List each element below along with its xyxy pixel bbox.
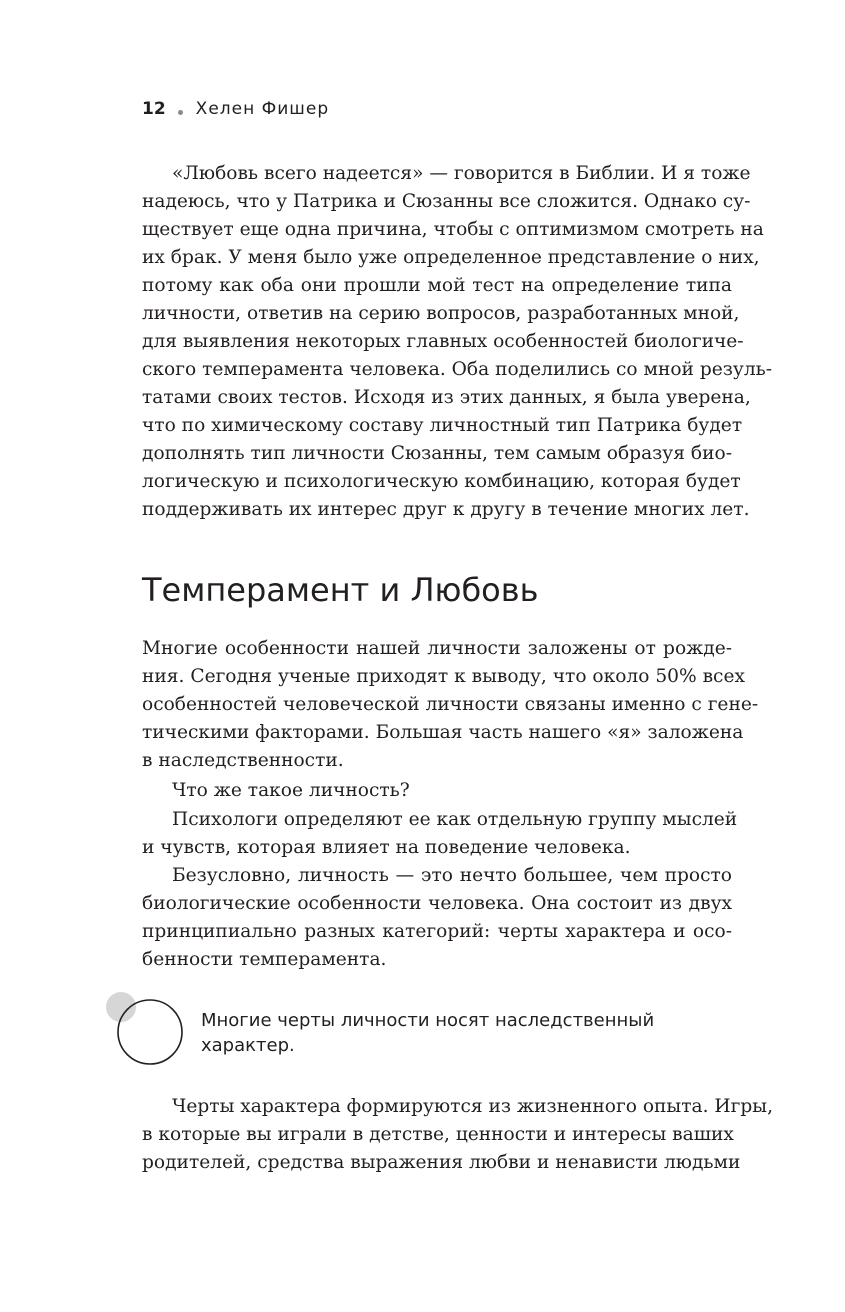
text-line: ния. Сегодня ученые приходят к выводу, что около 50% всех xyxy=(142,666,745,687)
text-line: личности, ответив на серию вопросов, разработанных мной, xyxy=(142,303,740,324)
text-line: Безусловно, личность — это нечто большее, чем просто xyxy=(172,865,732,886)
text-line: «Любовь всего надеется» — говорится в Библии. И я тоже xyxy=(172,163,751,184)
text-line: бенности темперамента. xyxy=(142,949,387,970)
paragraph-categories xyxy=(142,862,732,974)
text-line: что по химическому составу личностный тип Патрика будет xyxy=(142,415,743,436)
text-line: потому как оба они прошли мой тест на определение типа xyxy=(142,275,732,296)
text-line: особенностей человеческой личности связаны именно с гене- xyxy=(142,694,759,715)
author-name: Хелен Фишер xyxy=(195,99,330,119)
circle-icon xyxy=(103,990,189,1070)
text-line: и чувств, которая влияет на поведение человека. xyxy=(142,837,631,858)
text-line: Что же такое личность? xyxy=(172,780,410,801)
callout-line: Многие черты личности носят наследственный xyxy=(201,1010,655,1031)
text-line: в наследственности. xyxy=(142,750,344,771)
text-line: принципиально разных категорий: черты характера и осо- xyxy=(142,921,732,942)
text-line: Психологи определяют ее как отдельную группу мыслей xyxy=(172,809,738,830)
text-line: логическую и психологическую комбинацию, которая будет xyxy=(142,471,741,492)
section-heading: Темперамент и Любовь xyxy=(142,571,539,609)
callout-line: характер. xyxy=(201,1035,295,1056)
text-line: биологические особенности человека. Она состоит из двух xyxy=(142,893,732,914)
text-line: ществует еще одна причина, чтобы с оптимизмом смотреть на xyxy=(142,219,764,240)
text-line: для выявления некоторых главных особенностей биологиче- xyxy=(142,331,744,352)
text-line: татами своих тестов. Исходя из этих данных, я была уверена, xyxy=(142,387,751,408)
callout-quote xyxy=(201,1008,701,1058)
paragraph-bible-quote xyxy=(142,160,773,524)
text-line: Многие особенности нашей личности заложены от рожде- xyxy=(142,638,732,659)
text-line: в которые вы играли в детстве, ценности и интересы ваших xyxy=(142,1124,734,1145)
running-head xyxy=(142,99,329,119)
text-line: Черты характера формируются из жизненного опыта. Игры, xyxy=(172,1096,773,1117)
text-line: поддерживать их интерес друг к другу в течение многих лет. xyxy=(142,499,750,520)
paragraph-character-traits xyxy=(142,1093,773,1177)
paragraph-personality-genetics xyxy=(142,635,759,775)
bullet-separator xyxy=(178,110,183,115)
text-line: дополнять тип личности Сюзанны, тем самым образуя био- xyxy=(142,443,732,464)
text-line: их брак. У меня было уже определенное представление о них, xyxy=(142,247,760,268)
text-line: родителей, средства выражения любви и ненависти людьми xyxy=(142,1152,741,1173)
text-line: ского темперамента человека. Оба поделились со мной резуль- xyxy=(142,359,773,380)
page-number: 12 xyxy=(142,99,166,119)
text-line: надеюсь, что у Патрика и Сюзанны все сложится. Однако су- xyxy=(142,191,751,212)
paragraph-question xyxy=(142,777,732,805)
paragraph-psychologists xyxy=(142,806,738,862)
text-line: тическими факторами. Большая часть нашего «я» заложена xyxy=(142,722,744,743)
